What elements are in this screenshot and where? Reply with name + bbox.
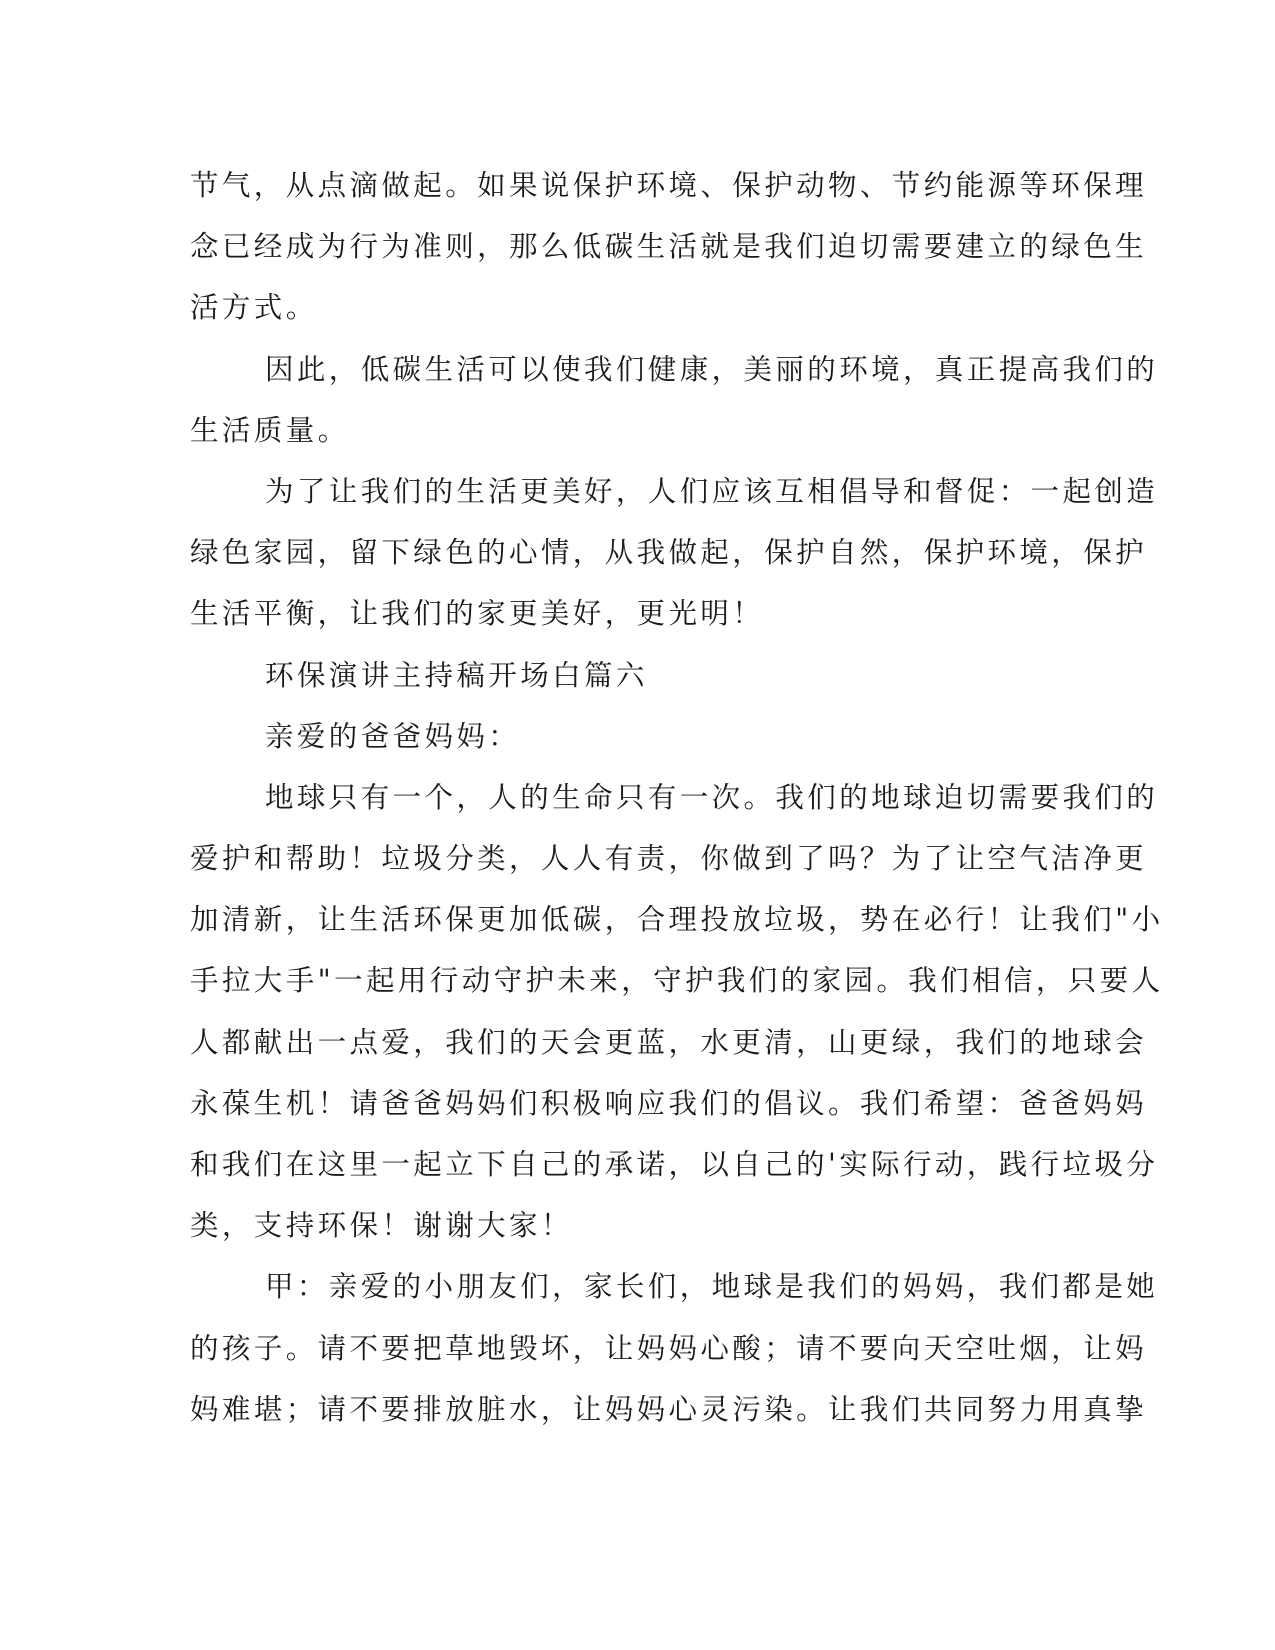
section-heading: 环保演讲主持稿开场白篇六 — [265, 658, 648, 692]
text-line: 爱护和帮助！垃圾分类，人人有责，你做到了吗？为了让空气洁净更 — [190, 842, 1148, 876]
text-line: 和我们在这里一起立下自己的承诺，以自己的'实际行动，践行垃圾分 — [190, 1148, 1159, 1181]
text-line: 节气，从点滴做起。如果说保护环境、保护动物、节约能源等环保理 — [190, 169, 1148, 202]
paragraph-start-line: 为了让我们的生活更美好，人们应该互相倡导和督促：一起创造 — [265, 474, 1159, 508]
text-line: 绿色家园，留下绿色的心情，从我做起，保护自然，保护环境，保护 — [190, 536, 1148, 570]
salutation: 亲爱的爸爸妈妈： — [265, 719, 521, 753]
text-line: 类，支持环保！谢谢大家！ — [190, 1209, 573, 1243]
paragraph-start-line: 因此，低碳生活可以使我们健康，美丽的环境，真正提高我们的 — [265, 352, 1159, 386]
text-line: 加清新，让生活环保更加低碳，合理投放垃圾，势在必行！让我们"小 — [190, 903, 1164, 937]
text-line: 生活平衡，让我们的家更美好，更光明！ — [190, 597, 765, 631]
text-line: 的孩子。请不要把草地毁坏，让妈妈心酸；请不要向天空吐烟，让妈 — [190, 1331, 1148, 1365]
paragraph-start-line: 地球只有一个，人的生命只有一次。我们的地球迫切需要我们的 — [265, 780, 1159, 814]
text-line: 手拉大手"一起用行动守护未来，守护我们的家园。我们相信，只要人 — [190, 964, 1164, 998]
paragraph-start-line: 甲：亲爱的小朋友们，家长们，地球是我们的妈妈，我们都是她 — [265, 1270, 1159, 1304]
text-line: 妈难堪；请不要排放脏水，让妈妈心灵污染。让我们共同努力用真挚 — [190, 1392, 1148, 1426]
text-line: 生活质量。 — [190, 413, 350, 447]
text-line: 人都献出一点爱，我们的天会更蓝，水更清，山更绿，我们的地球会 — [190, 1025, 1148, 1059]
text-line: 永葆生机！请爸爸妈妈们积极响应我们的倡议。我们希望：爸爸妈妈 — [190, 1086, 1148, 1120]
text-line: 念已经成为行为准则，那么低碳生活就是我们迫切需要建立的绿色生 — [190, 230, 1148, 264]
document-body — [190, 155, 1164, 1440]
text-line: 活方式。 — [190, 291, 318, 325]
